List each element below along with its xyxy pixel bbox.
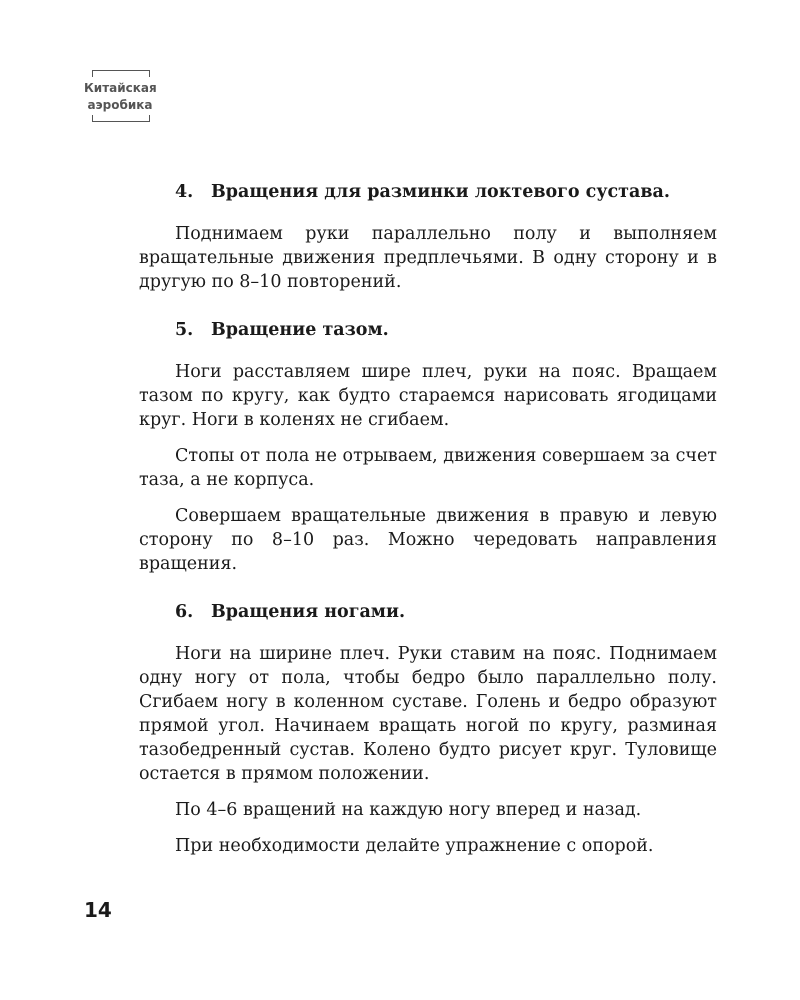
paragraph: Совершаем вращательные движения в правую и левую сторону по 8–10 раз. Можно чередовать направления вращения. <box>139 506 717 574</box>
section-heading <box>139 600 717 624</box>
header-line-2: аэробика <box>87 98 153 112</box>
header-line-1: Китайская <box>84 81 157 95</box>
section-4 <box>139 180 717 294</box>
section-heading <box>139 318 717 342</box>
paragraph: Ноги расставляем шире плеч, руки на пояс. Вращаем тазом по кругу, как будто стараемся нарисовать ягодицами круг. Ноги в коленях не сгибаем. <box>139 362 717 430</box>
header-text <box>84 80 156 114</box>
section-title: Вращение тазом. <box>211 320 389 340</box>
section-number: 5. <box>175 320 194 340</box>
page-number: 14 <box>84 898 112 922</box>
paragraph: При необходимости делайте упражнение с опорой. <box>175 836 654 856</box>
header-bracket-top <box>92 70 150 77</box>
paragraph: Поднимаем руки параллельно полу и выполняем вращательные движения предплечьями. В одну сторону и в другую по 8–10 повторений. <box>139 224 717 292</box>
section-number: 4. <box>175 182 194 202</box>
section-number: 6. <box>175 602 194 622</box>
paragraph: Стопы от пола не отрываем, движения совершаем за счет таза, а не корпуса. <box>139 446 717 490</box>
section-title: Вращения для разминки локтевого сустава. <box>211 182 670 202</box>
header-bracket-bottom <box>92 115 150 122</box>
section-heading <box>139 180 717 204</box>
paragraph: Ноги на ширине плеч. Руки ставим на пояс. Поднимаем одну ногу от пола, чтобы бедро было параллельно полу. Сгибаем ногу в коленном суставе. Голень и бедро образуют прямой угол. Начинаем вращать ногой по кругу, разминая тазобедренный сустав. Колено будто рисует круг. Туловище остается в прямом положении. <box>139 644 717 784</box>
section-title: Вращения ногами. <box>211 602 406 622</box>
section-6 <box>139 600 717 858</box>
page-body <box>139 180 717 882</box>
running-header <box>84 66 156 122</box>
paragraph: По 4–6 вращений на каждую ногу вперед и назад. <box>175 800 642 820</box>
section-5 <box>139 318 717 576</box>
